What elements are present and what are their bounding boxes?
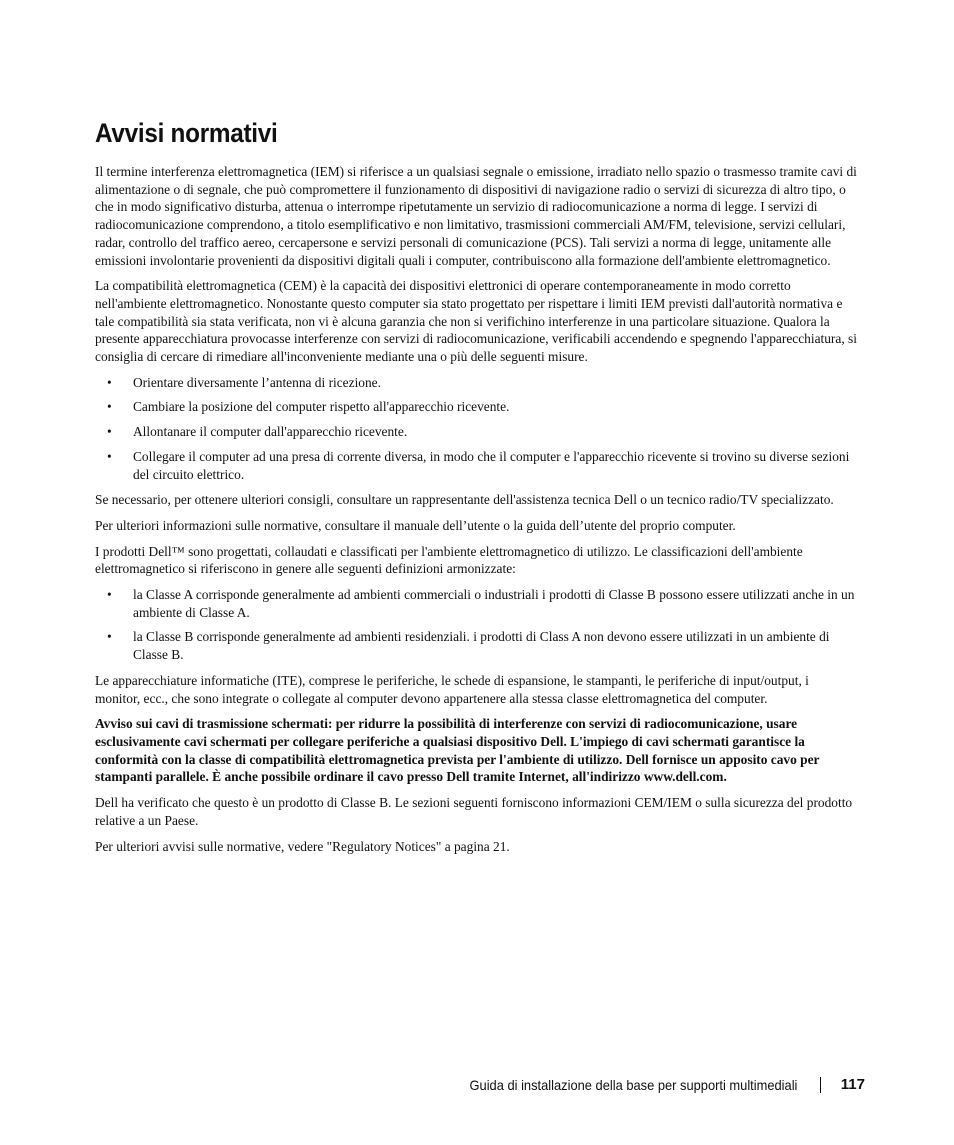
- list-item: • la Classe A corrisponde generalmente ad ambienti commerciali o industriali i prodotti di Classe B possono essere utilizzati anche in un ambiente di Classe A.: [107, 587, 855, 620]
- bullet-icon: •: [107, 399, 112, 415]
- list-item: • Collegare il computer ad una presa di corrente diversa, in modo che il computer e l'apparecchio ricevente si trovino su diverse sezioni del circuito elettrico.: [107, 448, 850, 482]
- paragraph-manual: Per ulteriori informazioni sulle normative, consultare il manuale dell’utente o la guida dell’utente del proprio computer.: [95, 517, 736, 533]
- bullet-icon: •: [107, 629, 112, 645]
- bullet-icon: •: [107, 448, 112, 464]
- paragraph-support: Se necessario, per ottenere ulteriori consigli, consultare un rappresentante dell'assistenza tecnica Dell o un tecnico radio/TV specializzato.: [95, 492, 834, 508]
- page-footer: [441, 1076, 865, 1093]
- paragraph-iem: Il termine interferenza elettromagnetica (IEM) si riferisce a un qualsiasi segnale o emissione, irradiato nello spazio o trasmesso tramite cavi di alimentazione o di segnale, che può compromettere il funzionamento di dispositivi di navigazione radio o servizi di sicurezza di altro tipo, o che in modo significativo disturba, attenua o interrompe ripetutamente un servizio di radiocomunicazione a norma di legge. I servizi di radiocomunicazione comprendono, a titolo esemplificativo e non limitativo, trasmissioni commerciali AM/FM, televisione, servizi cellulari, radar, controllo del traffico aereo, cercapersone e servizi personali di comunicazione (PCS). Tali servizi a norma di legge, unitamente alle emissioni involontarie provenienti da dispositivi digitali quali i computer, contribuiscono alla formazione dell'ambiente elettromagnetico.: [95, 164, 857, 268]
- paragraph-regulatory-ref: Per ulteriori avvisi sulle normative, vedere "Regulatory Notices" a pagina 21.: [95, 838, 510, 854]
- list-item: • Allontanare il computer dall'apparecchio ricevente.: [107, 424, 408, 440]
- remedy-list: [95, 374, 857, 484]
- page-number: 117: [840, 1076, 865, 1093]
- paragraph-shielded-cables-notice: Avviso sui cavi di trasmissione schermati: per ridurre la possibilità di interferenze con servizi di radiocomunicazione, usare esclusivamente cavi schermati per collegare periferiche a qualsiasi dispositivo Dell. L'impiego di cavi schermati garantisce la conformità con la classe di compatibilità elettromagnetica prevista per l'ambiente di utilizzo. Dell fornisce un apposito cavo per stampanti parallele. È anche possibile ordinare il cavo presso Dell tramite Internet, all'indirizzo www.dell.com.: [95, 716, 820, 785]
- list-item: • Cambiare la posizione del computer rispetto all'apparecchio ricevente.: [107, 399, 510, 415]
- footer-title: Guida di installazione della base per supporti multimediali: [469, 1076, 798, 1093]
- page-body: [95, 118, 857, 863]
- paragraph-ite: Le apparecchiature informatiche (ITE), comprese le periferiche, le schede di espansione, le stampanti, le periferiche di input/output, i monitor, ecc., che sono integrate o collegate al computer devono appartenere alla stessa classe elettromagnetica del computer.: [95, 672, 809, 706]
- paragraph-class-b: Dell ha verificato che questo è un prodotto di Classe B. Le sezioni seguenti forniscono informazioni CEM/IEM o sulla sicurezza del prodotto relative a un Paese.: [95, 795, 853, 828]
- list-item: • Orientare diversamente l’antenna di ricezione.: [107, 374, 381, 390]
- page-title: Avvisi normativi: [95, 118, 278, 148]
- class-list: [95, 586, 857, 664]
- footer-divider: [820, 1077, 821, 1093]
- paragraph-cem: La compatibilità elettromagnetica (CEM) è la capacità dei dispositivi elettronici di operare contemporaneamente in modo corretto nell'ambiente elettromagnetico. Nonostante questo computer sia stato progettato per rispettare i limiti IEM previsti dall'autorità normativa e tale compatibilità sia stata verificata, non vi è alcuna garanzia che non si verifichino interferenze in una particolare situazione. Qualora la presente apparecchiatura provocasse interferenze con servizi di radiocomunicazione, verificabili accendendo e spegnendo l'apparecchiatura, si consiglia di cercare di rimediare all'inconveniente mediante una o più delle seguenti misure.: [95, 278, 857, 365]
- list-item: • la Classe B corrisponde generalmente ad ambienti residenziali. i prodotti di Class A non devono essere utilizzati in un ambiente di Classe B.: [107, 629, 830, 663]
- paragraph-classification: I prodotti Dell™ sono progettati, collaudati e classificati per l'ambiente elettromagnetico di utilizzo. Le classificazioni dell'ambiente elettromagnetico si riferiscono in genere alle seguenti definizioni armonizzate:: [95, 543, 803, 577]
- bullet-icon: •: [107, 424, 112, 440]
- bullet-icon: •: [107, 587, 112, 603]
- bullet-icon: •: [107, 374, 112, 390]
